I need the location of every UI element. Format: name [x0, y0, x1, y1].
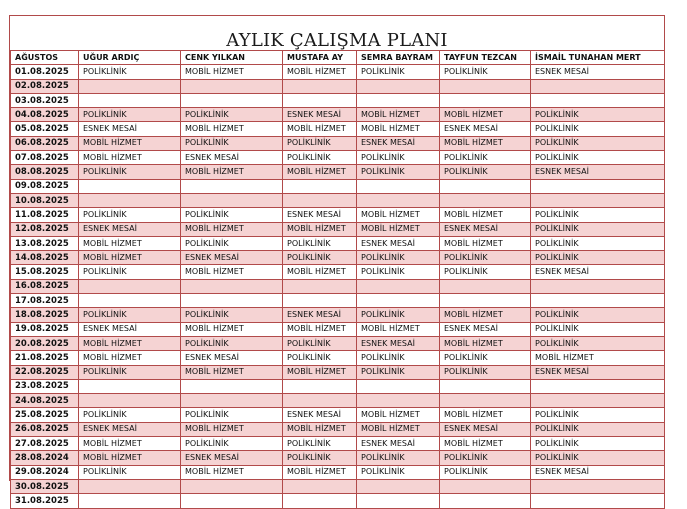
header-staff[interactable]: TAYFUN TEZCAN: [440, 51, 531, 65]
assignment-cell[interactable]: MOBİL HİZMET: [79, 236, 181, 250]
assignment-cell[interactable]: [531, 79, 665, 93]
assignment-cell[interactable]: MOBİL HİZMET: [79, 251, 181, 265]
assignment-cell[interactable]: POLİKLİNİK: [440, 465, 531, 479]
assignment-cell[interactable]: POLİKLİNİK: [283, 351, 357, 365]
assignment-cell[interactable]: POLİKLİNİK: [283, 151, 357, 165]
assignment-cell[interactable]: ESNEK MESAİ: [440, 222, 531, 236]
assignment-cell[interactable]: ESNEK MESAİ: [531, 265, 665, 279]
assignment-cell[interactable]: POLİKLİNİK: [440, 351, 531, 365]
date-cell[interactable]: 11.08.2025: [11, 208, 79, 222]
assignment-cell[interactable]: [283, 193, 357, 207]
assignment-cell[interactable]: POLİKLİNİK: [440, 451, 531, 465]
assignment-cell[interactable]: [531, 479, 665, 493]
assignment-cell[interactable]: POLİKLİNİK: [357, 165, 440, 179]
assignment-cell[interactable]: [357, 179, 440, 193]
assignment-cell[interactable]: [357, 93, 440, 107]
assignment-cell[interactable]: POLİKLİNİK: [357, 65, 440, 79]
assignment-cell[interactable]: POLİKLİNİK: [531, 308, 665, 322]
assignment-cell[interactable]: [531, 179, 665, 193]
assignment-cell[interactable]: MOBİL HİZMET: [181, 165, 283, 179]
assignment-cell[interactable]: [440, 494, 531, 508]
assignment-cell[interactable]: [357, 494, 440, 508]
assignment-cell[interactable]: [79, 394, 181, 408]
assignment-cell[interactable]: MOBİL HİZMET: [283, 222, 357, 236]
assignment-cell[interactable]: MOBİL HİZMET: [79, 451, 181, 465]
assignment-cell[interactable]: [440, 79, 531, 93]
table-row: [11, 65, 665, 79]
assignment-cell[interactable]: POLİKLİNİK: [440, 65, 531, 79]
assignment-cell[interactable]: [283, 394, 357, 408]
assignment-cell[interactable]: POLİKLİNİK: [357, 251, 440, 265]
table-row: [11, 151, 665, 165]
date-cell[interactable]: 17.08.2025: [11, 294, 79, 308]
assignment-cell[interactable]: [440, 193, 531, 207]
table-row: [11, 394, 665, 408]
assignment-cell[interactable]: ESNEK MESAİ: [79, 222, 181, 236]
assignment-cell[interactable]: [357, 279, 440, 293]
date-cell[interactable]: 14.08.2025: [11, 251, 79, 265]
table-row: [11, 265, 665, 279]
assignment-cell[interactable]: POLİKLİNİK: [440, 165, 531, 179]
date-cell[interactable]: 09.08.2025: [11, 179, 79, 193]
assignment-cell[interactable]: [181, 294, 283, 308]
assignment-cell[interactable]: [357, 394, 440, 408]
assignment-cell[interactable]: POLİKLİNİK: [181, 236, 283, 250]
table-row: [11, 79, 665, 93]
assignment-cell[interactable]: POLİKLİNİK: [531, 122, 665, 136]
date-cell[interactable]: 15.08.2025: [11, 265, 79, 279]
assignment-cell[interactable]: POLİKLİNİK: [283, 336, 357, 350]
table-row: [11, 108, 665, 122]
header-staff[interactable]: SEMRA BAYRAM: [357, 51, 440, 65]
assignment-cell[interactable]: MOBİL HİZMET: [440, 336, 531, 350]
date-cell[interactable]: 06.08.2025: [11, 136, 79, 150]
table-row: [11, 279, 665, 293]
assignment-cell[interactable]: ESNEK MESAİ: [440, 122, 531, 136]
date-cell[interactable]: 07.08.2025: [11, 151, 79, 165]
assignment-cell[interactable]: [181, 93, 283, 107]
assignment-cell[interactable]: MOBİL HİZMET: [440, 136, 531, 150]
assignment-cell[interactable]: [357, 479, 440, 493]
assignment-cell[interactable]: MOBİL HİZMET: [181, 465, 283, 479]
assignment-cell[interactable]: [79, 379, 181, 393]
assignment-cell[interactable]: [283, 294, 357, 308]
table-row: [11, 208, 665, 222]
assignment-cell[interactable]: ESNEK MESAİ: [531, 165, 665, 179]
assignment-cell[interactable]: MOBİL HİZMET: [181, 65, 283, 79]
assignment-cell[interactable]: ESNEK MESAİ: [357, 336, 440, 350]
assignment-cell[interactable]: ESNEK MESAİ: [181, 451, 283, 465]
assignment-cell[interactable]: MOBİL HİZMET: [283, 365, 357, 379]
header-staff[interactable]: İSMAİL TUNAHAN MERT: [531, 51, 665, 65]
assignment-cell[interactable]: POLİKLİNİK: [79, 408, 181, 422]
table-row: [11, 437, 665, 451]
assignment-cell[interactable]: ESNEK MESAİ: [79, 422, 181, 436]
assignment-cell[interactable]: MOBİL HİZMET: [531, 351, 665, 365]
table-row: [11, 465, 665, 479]
assignment-cell[interactable]: MOBİL HİZMET: [181, 122, 283, 136]
assignment-cell[interactable]: POLİKLİNİK: [79, 465, 181, 479]
assignment-cell[interactable]: POLİKLİNİK: [357, 265, 440, 279]
assignment-cell[interactable]: ESNEK MESAİ: [357, 437, 440, 451]
assignment-cell[interactable]: [79, 479, 181, 493]
assignment-cell[interactable]: MOBİL HİZMET: [357, 422, 440, 436]
assignment-cell[interactable]: MOBİL HİZMET: [79, 336, 181, 350]
assignment-cell[interactable]: MOBİL HİZMET: [440, 308, 531, 322]
assignment-cell[interactable]: MOBİL HİZMET: [357, 222, 440, 236]
date-cell[interactable]: 28.08.2024: [11, 451, 79, 465]
assignment-cell[interactable]: POLİKLİNİK: [181, 308, 283, 322]
date-cell[interactable]: 02.08.2025: [11, 79, 79, 93]
assignment-cell[interactable]: [440, 379, 531, 393]
date-cell[interactable]: 18.08.2025: [11, 308, 79, 322]
assignment-cell[interactable]: [440, 394, 531, 408]
assignment-cell[interactable]: [181, 193, 283, 207]
table-row: [11, 408, 665, 422]
assignment-cell[interactable]: [79, 294, 181, 308]
table-row: [11, 365, 665, 379]
assignment-cell[interactable]: [283, 179, 357, 193]
assignment-cell[interactable]: [79, 279, 181, 293]
assignment-cell[interactable]: MOBİL HİZMET: [181, 265, 283, 279]
assignment-cell[interactable]: POLİKLİNİK: [283, 236, 357, 250]
assignment-cell[interactable]: POLİKLİNİK: [531, 151, 665, 165]
table-row: [11, 294, 665, 308]
date-cell[interactable]: 22.08.2025: [11, 365, 79, 379]
assignment-cell[interactable]: ESNEK MESAİ: [440, 422, 531, 436]
assignment-cell[interactable]: POLİKLİNİK: [357, 151, 440, 165]
header-staff[interactable]: UĞUR ARDIÇ: [79, 51, 181, 65]
date-cell[interactable]: 03.08.2025: [11, 93, 79, 107]
assignment-cell[interactable]: MOBİL HİZMET: [79, 437, 181, 451]
date-cell[interactable]: 26.08.2025: [11, 422, 79, 436]
assignment-cell[interactable]: [440, 294, 531, 308]
assignment-cell[interactable]: ESNEK MESAİ: [283, 208, 357, 222]
assignment-cell[interactable]: POLİKLİNİK: [181, 136, 283, 150]
table-row: [11, 479, 665, 493]
assignment-cell[interactable]: MOBİL HİZMET: [283, 65, 357, 79]
assignment-cell[interactable]: MOBİL HİZMET: [181, 322, 283, 336]
assignment-cell[interactable]: MOBİL HİZMET: [357, 208, 440, 222]
table-row: [11, 308, 665, 322]
assignment-cell[interactable]: POLİKLİNİK: [79, 65, 181, 79]
assignment-cell[interactable]: MOBİL HİZMET: [440, 108, 531, 122]
assignment-cell[interactable]: POLİKLİNİK: [181, 408, 283, 422]
assignment-cell[interactable]: POLİKLİNİK: [531, 251, 665, 265]
date-cell[interactable]: 30.08.2025: [11, 479, 79, 493]
assignment-cell[interactable]: POLİKLİNİK: [531, 437, 665, 451]
assignment-cell[interactable]: POLİKLİNİK: [79, 265, 181, 279]
assignment-cell[interactable]: ESNEK MESAİ: [440, 322, 531, 336]
schedule-body: [11, 65, 665, 508]
assignment-cell[interactable]: MOBİL HİZMET: [283, 122, 357, 136]
table-row: [11, 422, 665, 436]
assignment-cell[interactable]: [283, 494, 357, 508]
assignment-cell[interactable]: POLİKLİNİK: [357, 465, 440, 479]
assignment-cell[interactable]: ESNEK MESAİ: [357, 236, 440, 250]
assignment-cell[interactable]: MOBİL HİZMET: [283, 165, 357, 179]
assignment-cell[interactable]: [181, 379, 283, 393]
date-cell[interactable]: 08.08.2025: [11, 165, 79, 179]
assignment-cell[interactable]: MOBİL HİZMET: [440, 437, 531, 451]
assignment-cell[interactable]: [531, 294, 665, 308]
assignment-cell[interactable]: [181, 494, 283, 508]
assignment-cell[interactable]: POLİKLİNİK: [79, 108, 181, 122]
assignment-cell[interactable]: POLİKLİNİK: [283, 136, 357, 150]
date-cell[interactable]: 27.08.2025: [11, 437, 79, 451]
assignment-cell[interactable]: POLİKLİNİK: [181, 208, 283, 222]
assignment-cell[interactable]: MOBİL HİZMET: [181, 222, 283, 236]
assignment-cell[interactable]: [181, 179, 283, 193]
header-month[interactable]: AĞUSTOS: [11, 51, 79, 65]
date-cell[interactable]: 21.08.2025: [11, 351, 79, 365]
assignment-cell[interactable]: POLİKLİNİK: [181, 108, 283, 122]
table-row: [11, 494, 665, 508]
table-row: [11, 322, 665, 336]
assignment-cell[interactable]: POLİKLİNİK: [531, 136, 665, 150]
assignment-cell[interactable]: MOBİL HİZMET: [357, 408, 440, 422]
assignment-cell[interactable]: MOBİL HİZMET: [440, 208, 531, 222]
assignment-cell[interactable]: MOBİL HİZMET: [79, 351, 181, 365]
assignment-cell[interactable]: [283, 379, 357, 393]
assignment-cell[interactable]: POLİKLİNİK: [357, 365, 440, 379]
assignment-cell[interactable]: [283, 93, 357, 107]
assignment-cell[interactable]: ESNEK MESAİ: [357, 136, 440, 150]
date-cell[interactable]: 25.08.2025: [11, 408, 79, 422]
assignment-cell[interactable]: [181, 79, 283, 93]
assignment-cell[interactable]: MOBİL HİZMET: [283, 465, 357, 479]
table-row: [11, 336, 665, 350]
assignment-cell[interactable]: POLİKLİNİK: [283, 251, 357, 265]
table-row: [11, 222, 665, 236]
assignment-cell[interactable]: ESNEK MESAİ: [79, 122, 181, 136]
assignment-cell[interactable]: [531, 193, 665, 207]
assignment-cell[interactable]: [79, 494, 181, 508]
assignment-cell[interactable]: POLİKLİNİK: [440, 365, 531, 379]
assignment-cell[interactable]: [357, 379, 440, 393]
table-row: [11, 251, 665, 265]
date-cell[interactable]: 29.08.2024: [11, 465, 79, 479]
assignment-cell[interactable]: ESNEK MESAİ: [283, 308, 357, 322]
date-cell[interactable]: 05.08.2025: [11, 122, 79, 136]
assignment-cell[interactable]: [357, 79, 440, 93]
table-row: [11, 122, 665, 136]
assignment-cell[interactable]: MOBİL HİZMET: [357, 122, 440, 136]
assignment-cell[interactable]: POLİKLİNİK: [531, 236, 665, 250]
assignment-cell[interactable]: POLİKLİNİK: [181, 437, 283, 451]
assignment-cell[interactable]: ESNEK MESAİ: [283, 408, 357, 422]
date-cell[interactable]: 01.08.2025: [11, 65, 79, 79]
assignment-cell[interactable]: [531, 279, 665, 293]
assignment-cell[interactable]: ESNEK MESAİ: [79, 322, 181, 336]
assignment-cell[interactable]: [357, 193, 440, 207]
assignment-cell[interactable]: POLİKLİNİK: [181, 336, 283, 350]
date-cell[interactable]: 23.08.2025: [11, 379, 79, 393]
table-row: [11, 93, 665, 107]
assignment-cell[interactable]: POLİKLİNİK: [531, 408, 665, 422]
assignment-cell[interactable]: ESNEK MESAİ: [531, 465, 665, 479]
header-staff[interactable]: MUSTAFA AY: [283, 51, 357, 65]
table-row: [11, 351, 665, 365]
assignment-cell[interactable]: POLİKLİNİK: [531, 208, 665, 222]
assignment-cell[interactable]: POLİKLİNİK: [79, 165, 181, 179]
assignment-cell[interactable]: MOBİL HİZMET: [79, 151, 181, 165]
assignment-cell[interactable]: ESNEK MESAİ: [283, 108, 357, 122]
table-row: [11, 193, 665, 207]
assignment-cell[interactable]: MOBİL HİZMET: [440, 408, 531, 422]
assignment-cell[interactable]: MOBİL HİZMET: [283, 322, 357, 336]
assignment-cell[interactable]: ESNEK MESAİ: [181, 251, 283, 265]
assignment-cell[interactable]: POLİKLİNİK: [440, 251, 531, 265]
assignment-cell[interactable]: MOBİL HİZMET: [440, 236, 531, 250]
assignment-cell[interactable]: POLİKLİNİK: [531, 108, 665, 122]
assignment-cell[interactable]: MOBİL HİZMET: [283, 422, 357, 436]
assignment-cell[interactable]: [181, 394, 283, 408]
table-row: [11, 165, 665, 179]
assignment-cell[interactable]: POLİKLİNİK: [357, 351, 440, 365]
date-cell[interactable]: 12.08.2025: [11, 222, 79, 236]
assignment-cell[interactable]: [79, 193, 181, 207]
assignment-cell[interactable]: POLİKLİNİK: [79, 365, 181, 379]
header-row: [11, 51, 665, 65]
assignment-cell[interactable]: POLİKLİNİK: [357, 451, 440, 465]
assignment-cell[interactable]: [79, 179, 181, 193]
assignment-cell[interactable]: [283, 479, 357, 493]
assignment-cell[interactable]: ESNEK MESAİ: [181, 351, 283, 365]
assignment-cell[interactable]: POLİKLİNİK: [531, 322, 665, 336]
assignment-cell[interactable]: [181, 279, 283, 293]
assignment-cell[interactable]: [181, 479, 283, 493]
assignment-cell[interactable]: [440, 279, 531, 293]
table-row: [11, 236, 665, 250]
assignment-cell[interactable]: POLİKLİNİK: [440, 151, 531, 165]
table-row: [11, 451, 665, 465]
table-row: [11, 379, 665, 393]
assignment-cell[interactable]: [357, 294, 440, 308]
assignment-cell[interactable]: [440, 93, 531, 107]
assignment-cell[interactable]: ESNEK MESAİ: [181, 151, 283, 165]
date-cell[interactable]: 16.08.2025: [11, 279, 79, 293]
assignment-cell[interactable]: POLİKLİNİK: [79, 308, 181, 322]
date-cell[interactable]: 13.08.2025: [11, 236, 79, 250]
table-row: [11, 136, 665, 150]
assignment-cell[interactable]: POLİKLİNİK: [283, 437, 357, 451]
date-cell[interactable]: 20.08.2025: [11, 336, 79, 350]
assignment-cell[interactable]: [440, 479, 531, 493]
assignment-cell[interactable]: POLİKLİNİK: [531, 422, 665, 436]
assignment-cell[interactable]: [531, 379, 665, 393]
assignment-cell[interactable]: POLİKLİNİK: [79, 208, 181, 222]
assignment-cell[interactable]: [531, 93, 665, 107]
assignment-cell[interactable]: ESNEK MESAİ: [531, 365, 665, 379]
assignment-cell[interactable]: [79, 79, 181, 93]
table-row: [11, 179, 665, 193]
assignment-cell[interactable]: MOBİL HİZMET: [283, 265, 357, 279]
assignment-cell[interactable]: POLİKLİNİK: [357, 308, 440, 322]
date-cell[interactable]: 31.08.2025: [11, 494, 79, 508]
assignment-cell[interactable]: MOBİL HİZMET: [79, 136, 181, 150]
date-cell[interactable]: 19.08.2025: [11, 322, 79, 336]
assignment-cell[interactable]: MOBİL HİZMET: [357, 108, 440, 122]
plan-frame: [9, 15, 665, 506]
assignment-cell[interactable]: [531, 494, 665, 508]
assignment-cell[interactable]: [283, 79, 357, 93]
assignment-cell[interactable]: ESNEK MESAİ: [531, 65, 665, 79]
assignment-cell[interactable]: MOBİL HİZMET: [181, 365, 283, 379]
assignment-cell[interactable]: POLİKLİNİK: [531, 336, 665, 350]
assignment-cell[interactable]: MOBİL HİZMET: [357, 322, 440, 336]
assignment-cell[interactable]: POLİKLİNİK: [531, 451, 665, 465]
date-cell[interactable]: 24.08.2025: [11, 394, 79, 408]
assignment-cell[interactable]: POLİKLİNİK: [283, 451, 357, 465]
date-cell[interactable]: 04.08.2025: [11, 108, 79, 122]
assignment-cell[interactable]: POLİKLİNİK: [440, 265, 531, 279]
assignment-cell[interactable]: [79, 93, 181, 107]
assignment-cell[interactable]: MOBİL HİZMET: [181, 422, 283, 436]
page-title: AYLIK ÇALIŞMA PLANI: [226, 30, 448, 51]
schedule-table: [10, 50, 665, 509]
assignment-cell[interactable]: [440, 179, 531, 193]
assignment-cell[interactable]: [283, 279, 357, 293]
header-staff[interactable]: CENK YILKAN: [181, 51, 283, 65]
date-cell[interactable]: 10.08.2025: [11, 193, 79, 207]
assignment-cell[interactable]: POLİKLİNİK: [531, 222, 665, 236]
assignment-cell[interactable]: [531, 394, 665, 408]
